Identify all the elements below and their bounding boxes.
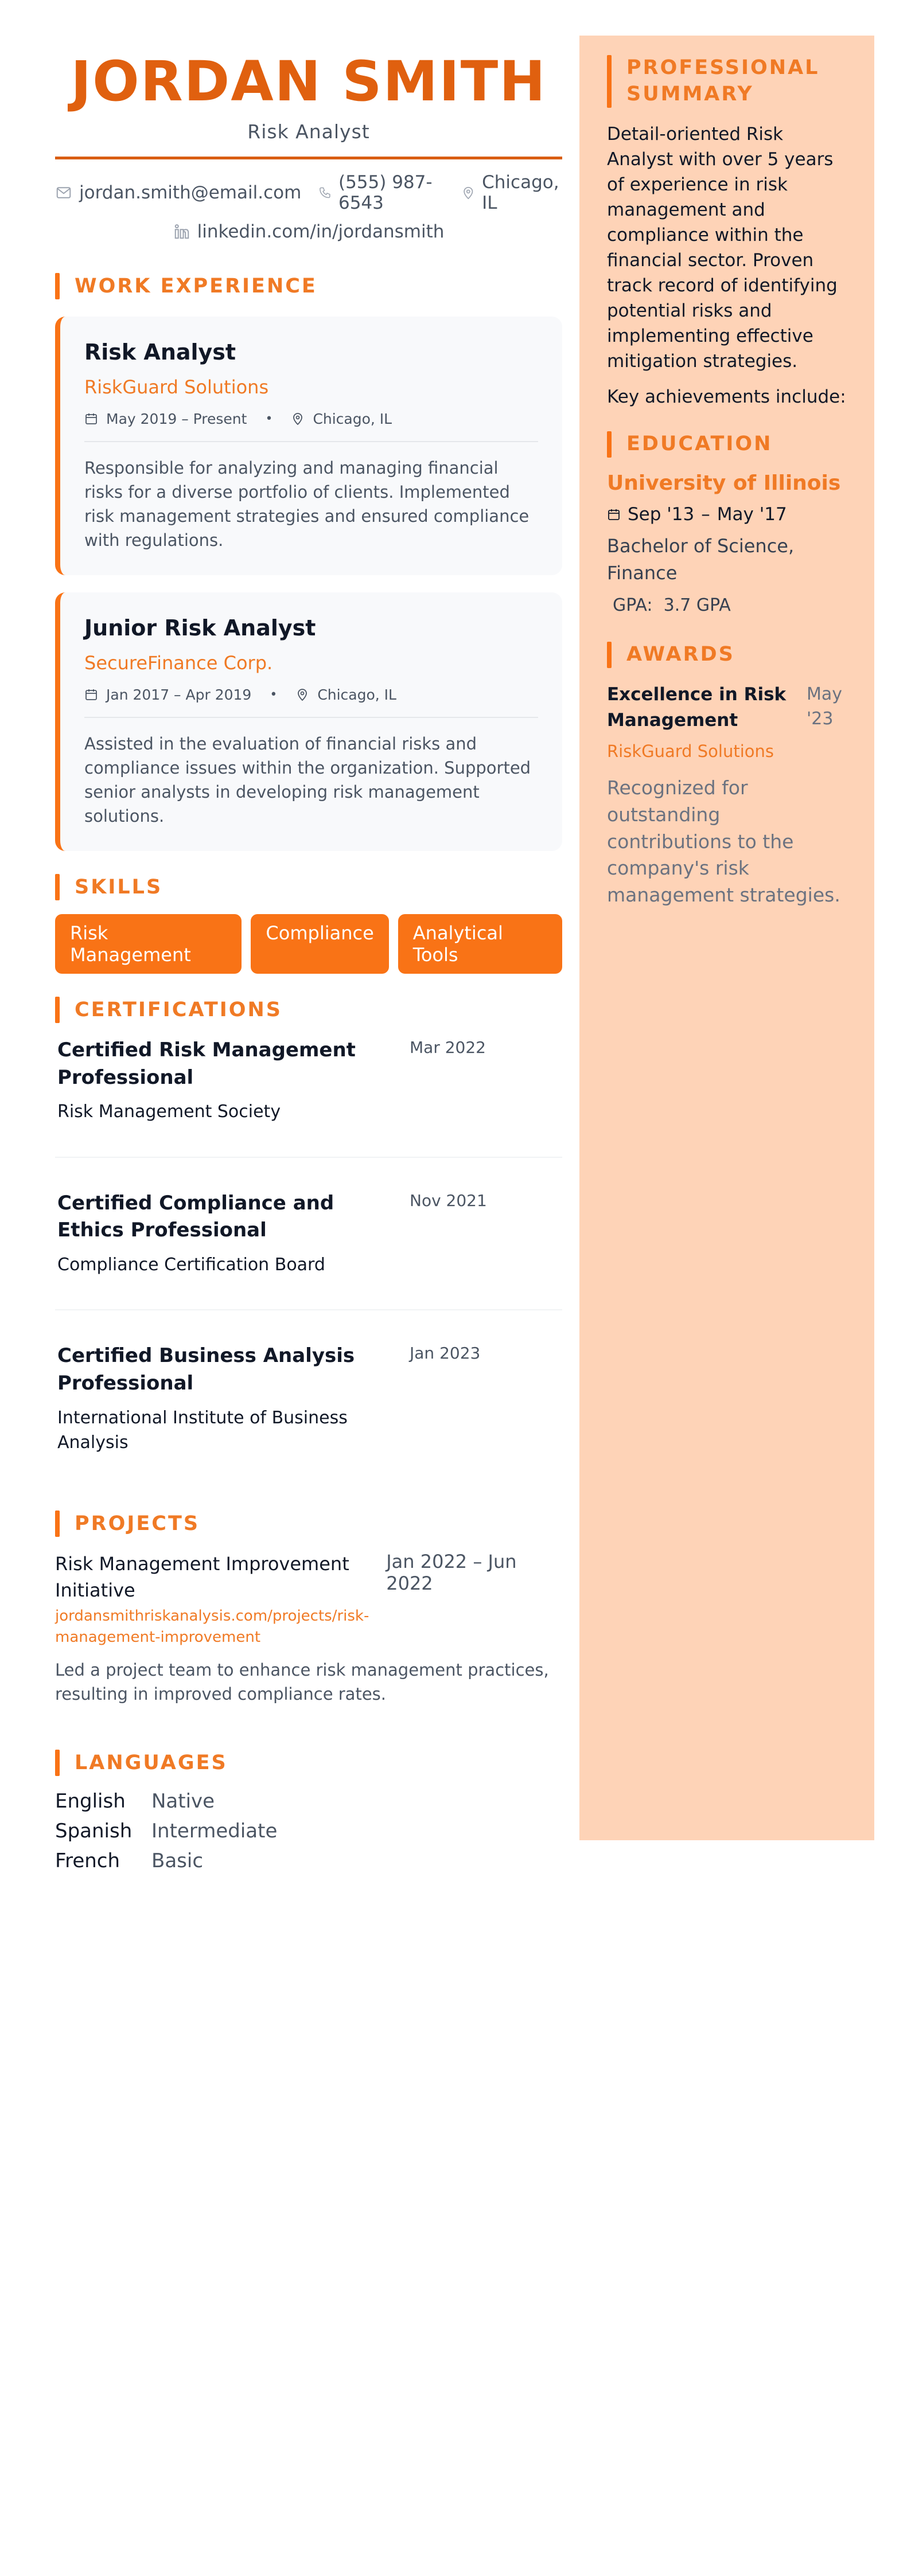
section-label: PROJECTS	[75, 1512, 200, 1535]
education-degree: Bachelor of Science, Finance	[607, 535, 795, 584]
calendar-icon	[607, 508, 621, 521]
education-dates	[607, 504, 847, 525]
section-title-projects	[55, 1511, 562, 1537]
gpa-label: GPA:	[613, 595, 653, 615]
phone-text: (555) 987-6543	[338, 171, 433, 213]
cert-title: Certified Compliance and Ethics Professional	[57, 1191, 334, 1242]
location-icon	[291, 412, 305, 426]
certification-item	[55, 1037, 562, 1125]
language-level: Basic	[151, 1849, 204, 1873]
project-description: Led a project team to enhance risk management practices, resulting in improved compliance rates.	[55, 1660, 549, 1704]
section-label: WORK EXPERIENCE	[75, 274, 317, 298]
skill-tag: Analytical Tools	[398, 914, 562, 974]
section-title-skills	[55, 874, 562, 900]
cert-issuer: International Institute of Business Analysis	[57, 1407, 348, 1453]
award-date: May '23	[807, 684, 843, 729]
linkedin-text: linkedin.com/in/jordansmith	[197, 221, 445, 242]
award-description: Recognized for outstanding contributions to the company's risk management strategies.	[607, 776, 840, 907]
candidate-name: JORDAN SMITH	[71, 49, 547, 114]
achievements-label: Key achievements include:	[607, 387, 846, 408]
cert-issuer: Risk Management Society	[57, 1102, 281, 1122]
project-dates: Jan 2022 – Jun 2022	[386, 1550, 517, 1594]
location-icon	[461, 184, 476, 201]
phone-icon	[318, 184, 332, 201]
project-link[interactable]: jordansmithriskanalysis.com/projects/risk-management-improvement	[55, 1607, 369, 1646]
section-title-certifications	[55, 997, 562, 1023]
linkedin-icon	[173, 223, 190, 240]
cert-title: Certified Business Analysis Professional	[57, 1344, 355, 1395]
skill-tag: Risk Management	[55, 914, 242, 974]
sidebar	[579, 36, 874, 1840]
language-level: Intermediate	[151, 1820, 278, 1843]
education-start: Sep '13	[628, 504, 695, 525]
language-name: English	[55, 1790, 126, 1813]
education-gpa	[607, 595, 847, 615]
cert-date: Mar 2022	[410, 1037, 486, 1057]
job-dates: Jan 2017 – Apr 2019	[106, 686, 252, 703]
job-divider	[84, 717, 538, 718]
contact-phone[interactable]	[318, 172, 443, 213]
mail-icon	[55, 184, 72, 201]
language-item	[55, 1790, 562, 1813]
section-title-languages	[55, 1750, 562, 1776]
section-label: AWARDS	[626, 642, 735, 666]
job-description: Assisted in the evaluation of financial risks and compliance issues within the organization. Supported senior analysts in developing risk management solutions.	[84, 733, 531, 826]
section-accent-bar	[55, 1750, 60, 1776]
section-label: SKILLS	[75, 875, 163, 899]
main-column	[55, 36, 562, 1872]
job-location: Chicago, IL	[313, 410, 392, 427]
award-title: Excellence in Risk Management	[607, 684, 787, 731]
certification-item	[55, 1190, 562, 1278]
cert-title: Certified Risk Management Professional	[57, 1038, 356, 1089]
section-accent-bar	[55, 1511, 60, 1537]
section-accent-bar	[55, 874, 60, 900]
section-title-education	[607, 431, 847, 458]
job-company: RiskGuard Solutions	[84, 376, 269, 398]
job-description: Responsible for analyzing and managing financial risks for a diverse portfolio of clients. Implemented risk management strategies and ensured compliance with regulations.	[84, 458, 530, 550]
cert-date: Jan 2023	[410, 1344, 481, 1363]
section-title-work	[55, 273, 562, 299]
cert-date: Nov 2021	[410, 1191, 487, 1210]
project-title: Risk Management Improvement Initiative	[55, 1552, 349, 1601]
location-text: Chicago, IL	[482, 171, 559, 213]
section-label: EDUCATION	[626, 432, 773, 456]
section-label: PROFESSIONAL SUMMARY	[626, 56, 820, 106]
candidate-role: Risk Analyst	[247, 120, 370, 143]
section-accent-bar	[55, 997, 60, 1023]
section-title-summary	[607, 55, 847, 108]
calendar-icon	[84, 688, 98, 701]
summary-text: Detail-oriented Risk Analyst with over 5 years of experience in risk management and compliance within the financial sector. Proven track record of identifying potential risks and implementing effective mitigation strategies.	[607, 124, 838, 372]
language-level: Native	[151, 1790, 215, 1813]
contact-info-row-2	[55, 221, 562, 242]
job-card	[55, 592, 562, 851]
contact-info	[55, 172, 562, 213]
education-school: University of Illinois	[607, 471, 841, 495]
header-divider	[55, 157, 562, 159]
award-issuer: RiskGuard Solutions	[607, 741, 774, 761]
skill-tag: Compliance	[251, 914, 388, 974]
section-accent-bar	[607, 55, 612, 108]
job-meta	[84, 411, 538, 427]
job-company: SecureFinance Corp.	[84, 651, 273, 674]
gpa-value: 3.7 GPA	[663, 595, 731, 615]
section-accent-bar	[607, 431, 612, 458]
job-title: Junior Risk Analyst	[84, 615, 316, 641]
language-item	[55, 1849, 562, 1872]
job-location: Chicago, IL	[317, 686, 396, 703]
education-end: May '17	[717, 504, 787, 525]
award-header	[607, 682, 847, 733]
location-icon	[295, 688, 309, 701]
section-accent-bar	[607, 642, 612, 668]
language-name: Spanish	[55, 1820, 133, 1843]
job-divider	[84, 441, 538, 442]
section-label: LANGUAGES	[75, 1751, 228, 1775]
certification-item	[55, 1342, 562, 1455]
language-item	[55, 1820, 562, 1843]
contact-email[interactable]	[55, 182, 301, 203]
languages-list	[55, 1790, 562, 1872]
section-title-awards	[607, 642, 847, 668]
contact-linkedin[interactable]	[173, 221, 445, 242]
cert-divider	[55, 1157, 562, 1158]
section-label: CERTIFICATIONS	[75, 998, 283, 1021]
language-name: French	[55, 1849, 120, 1873]
contact-location	[461, 172, 562, 213]
meta-separator: •	[265, 411, 273, 426]
job-dates: May 2019 – Present	[106, 410, 247, 427]
cert-issuer: Compliance Certification Board	[57, 1254, 325, 1275]
date-separator: –	[701, 504, 710, 525]
skills-list	[55, 914, 562, 974]
email-text: jordan.smith@email.com	[79, 182, 302, 203]
job-card	[55, 317, 562, 575]
section-accent-bar	[55, 273, 60, 299]
meta-separator: •	[270, 687, 278, 702]
job-title: Risk Analyst	[84, 339, 236, 365]
cert-divider	[55, 1309, 562, 1310]
job-meta	[84, 686, 538, 703]
project-header	[55, 1551, 562, 1604]
calendar-icon	[84, 412, 98, 426]
